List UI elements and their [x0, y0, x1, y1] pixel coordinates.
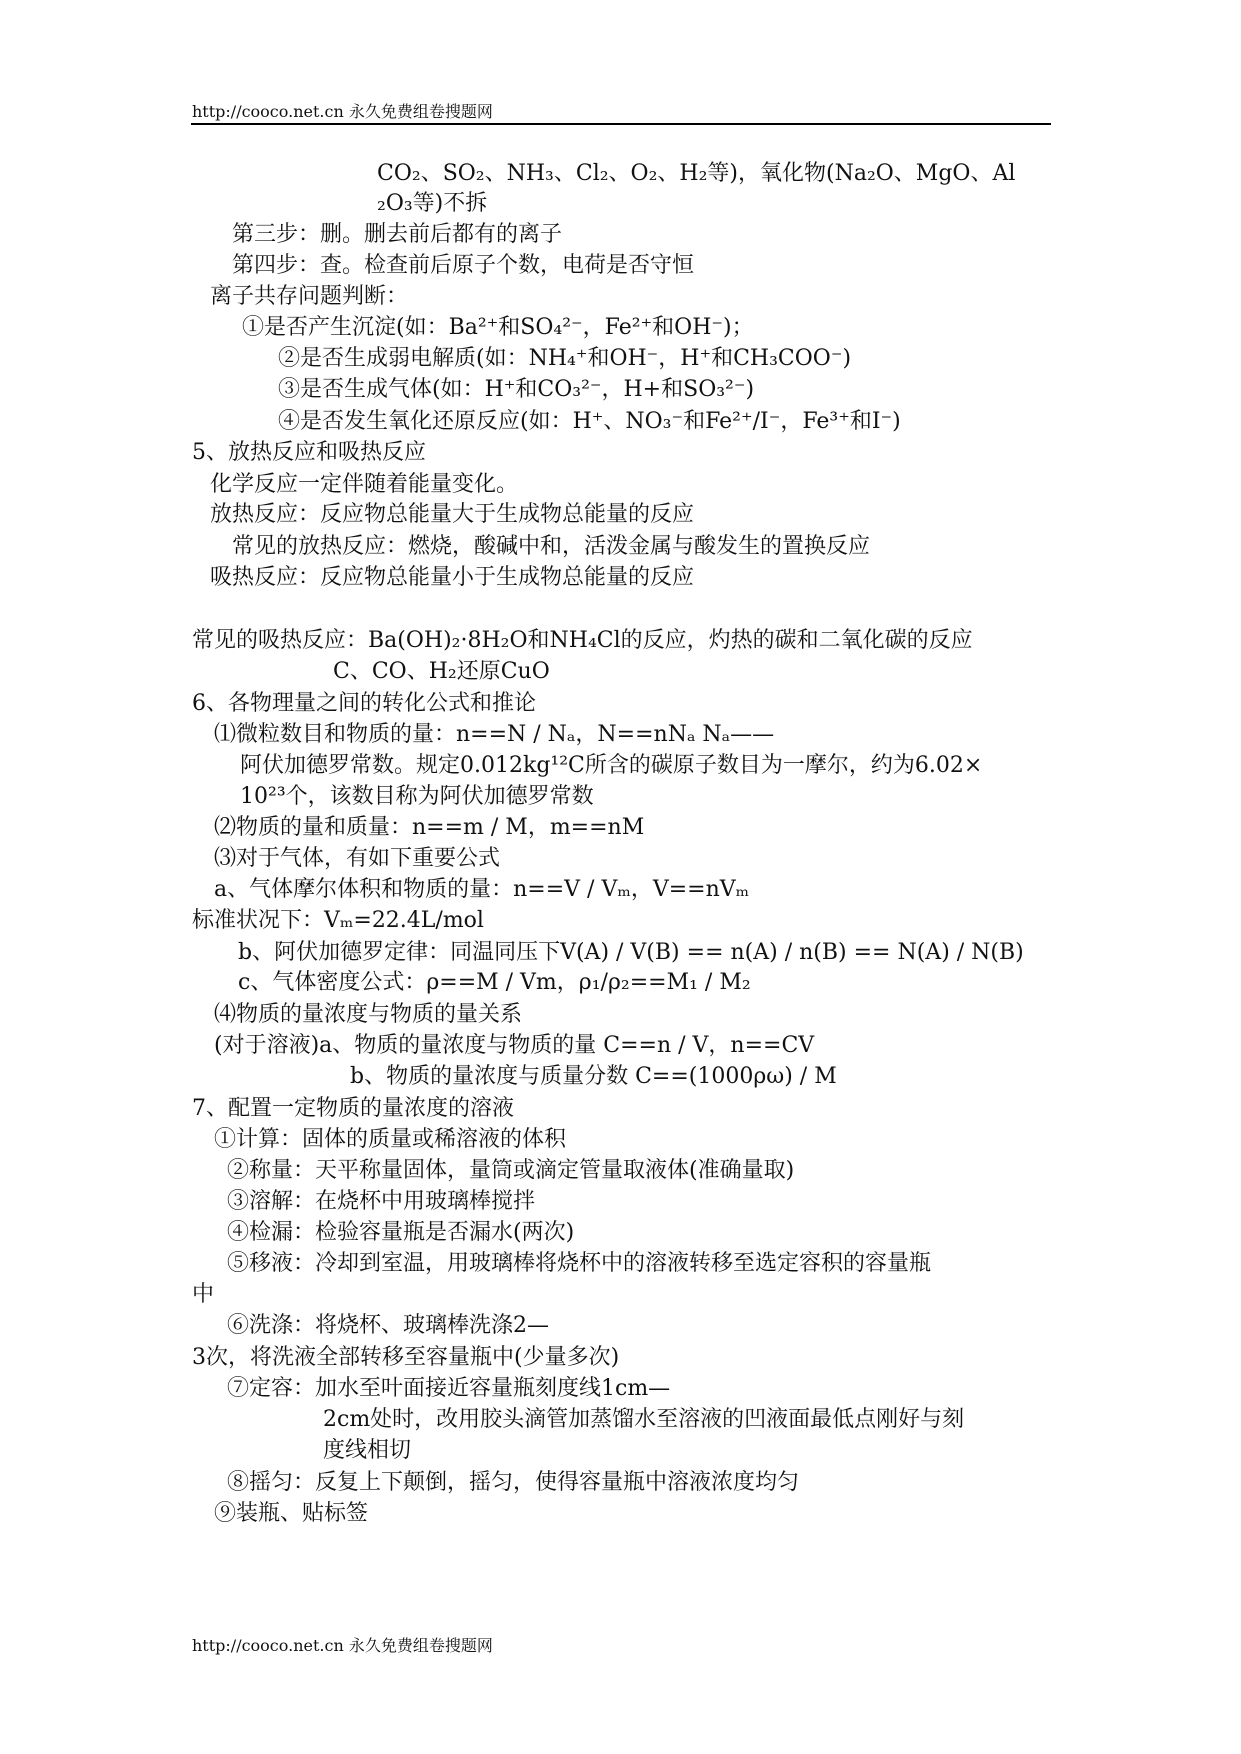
text-line: CO₂、SO₂、NH₃、Cl₂、O₂、H₂等)，氧化物(Na₂O、MgO、Al	[377, 161, 1016, 186]
text-line: 第四步：查。检查前后原子个数，电荷是否守恒	[232, 253, 695, 278]
text-line: 6、各物理量之间的转化公式和推论	[192, 691, 536, 716]
text-line: ②是否生成弱电解质(如：NH₄⁺和OH⁻，H⁺和CH₃COO⁻)	[278, 346, 852, 371]
text-line: 化学反应一定伴随着能量变化。	[210, 472, 519, 497]
text-line: 3次，将洗液全部转移至容量瓶中(少量多次)	[192, 1345, 620, 1370]
text-line: ⑵物质的量和质量：n==m / M，m==nM	[214, 815, 645, 840]
header-rule	[191, 123, 1051, 125]
text-line: ⑧摇匀：反复上下颠倒，摇匀，使得容量瓶中溶液浓度均匀	[227, 1470, 800, 1495]
page-footer: http://cooco.net.cn 永久免费组卷搜题网	[192, 1636, 493, 1655]
text-line: b、阿伏加德罗定律：同温同压下V(A) / V(B) == n(A) / n(B) == N(A) / N(B)	[238, 940, 1024, 965]
text-line: 阿伏加德罗常数。规定0.012kg¹²C所含的碳原子数目为一摩尔，约为6.02×	[240, 753, 983, 778]
text-line: 离子共存问题判断：	[210, 284, 409, 309]
text-line: ①计算：固体的质量或稀溶液的体积	[214, 1127, 567, 1152]
text-line: 标准状况下：Vₘ=22.4L/mol	[192, 908, 484, 933]
text-line: 5、放热反应和吸热反应	[192, 440, 426, 465]
text-line: 吸热反应：反应物总能量小于生成物总能量的反应	[210, 565, 695, 590]
text-line: b、物质的量浓度与质量分数 C==(1000ρω) / M	[350, 1064, 837, 1089]
text-line: 常见的吸热反应：Ba(OH)₂·8H₂O和NH₄Cl的反应，灼热的碳和二氧化碳的反应	[192, 628, 973, 653]
page-header: http://cooco.net.cn 永久免费组卷搜题网	[192, 102, 493, 121]
text-line: ④检漏：检验容量瓶是否漏水(两次)	[227, 1220, 575, 1245]
text-line: ⑴微粒数目和物质的量：n==N / Nₐ，N==nNₐ Nₐ——	[214, 722, 775, 747]
text-line: ⑶对于气体，有如下重要公式	[214, 846, 501, 871]
text-line: 度线相切	[323, 1438, 412, 1463]
text-line: a、气体摩尔体积和物质的量：n==V / Vₘ，V==nVₘ	[214, 877, 750, 902]
text-line: 第三步：删。删去前后都有的离子	[232, 222, 563, 247]
text-line: ⑷物质的量浓度与物质的量关系	[214, 1002, 523, 1027]
text-line: ②称量：天平称量固体，量筒或滴定管量取液体(准确量取)	[227, 1158, 795, 1183]
text-line: 中	[192, 1282, 215, 1307]
text-line: ①是否产生沉淀(如：Ba²⁺和SO₄²⁻，Fe²⁺和OH⁻)；	[242, 315, 754, 340]
text-line: 常见的放热反应：燃烧，酸碱中和，活泼金属与酸发生的置换反应	[232, 534, 871, 559]
text-line: ④是否发生氧化还原反应(如：H⁺、NO₃⁻和Fe²⁺/I⁻，Fe³⁺和I⁻)	[278, 409, 901, 434]
text-line: ⑨装瓶、贴标签	[214, 1501, 369, 1526]
text-line: ⑦定容：加水至叶面接近容量瓶刻度线1cm—	[227, 1376, 671, 1401]
text-line: 2cm处时，改用胶头滴管加蒸馏水至溶液的凹液面最低点刚好与刻	[323, 1407, 965, 1432]
text-line: 放热反应：反应物总能量大于生成物总能量的反应	[210, 502, 695, 527]
text-line: ③溶解：在烧杯中用玻璃棒搅拌	[227, 1189, 536, 1214]
text-line: (对于溶液)a、物质的量浓度与物质的量 C==n / V，n==CV	[214, 1033, 815, 1058]
text-line: ③是否生成气体(如：H⁺和CO₃²⁻，H+和SO₃²⁻)	[278, 377, 755, 402]
text-line: c、气体密度公式：ρ==M / Vm，ρ₁/ρ₂==M₁ / M₂	[238, 970, 751, 995]
text-line: ₂O₃等)不拆	[377, 191, 488, 216]
text-line: C、CO、H₂还原CuO	[333, 659, 550, 684]
text-line: ⑤移液：冷却到室温，用玻璃棒将烧杯中的溶液转移至选定容积的容量瓶	[227, 1251, 932, 1276]
text-line: ⑥洗涤：将烧杯、玻璃棒洗涤2—	[227, 1313, 549, 1338]
text-line: 7、配置一定物质的量浓度的溶液	[192, 1096, 514, 1121]
text-line: 10²³个，该数目称为阿伏加德罗常数	[240, 784, 594, 809]
